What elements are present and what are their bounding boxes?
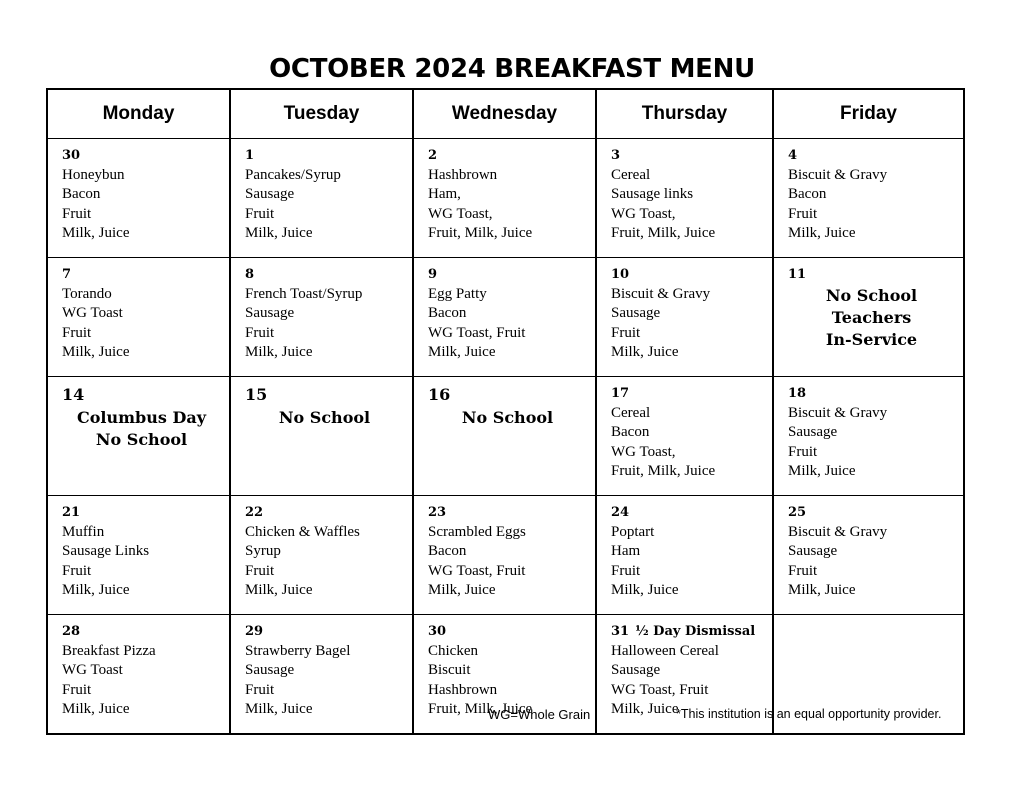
day-number-text: 2 <box>428 148 438 163</box>
menu-item: Biscuit & Gravy <box>788 405 888 421</box>
day-cell <box>47 377 230 496</box>
menu-item: Bacon <box>428 543 467 560</box>
day-cell <box>47 258 230 377</box>
week-row <box>47 139 964 258</box>
week-row <box>47 496 964 615</box>
day-number-text: 29 <box>245 624 264 639</box>
day-number <box>428 385 587 405</box>
menu-item: Fruit <box>611 324 641 341</box>
menu-item: Milk, Juice <box>245 343 313 360</box>
menu-item: Cereal <box>611 405 651 421</box>
day-number <box>788 147 955 164</box>
day-number-text: 15 <box>245 385 268 404</box>
menu-item: Fruit, Milk, Juice <box>428 700 533 717</box>
menu-item: WG Toast, Fruit <box>428 324 526 341</box>
day-number <box>245 623 404 640</box>
menu-item: Fruit <box>245 562 275 579</box>
day-number <box>611 266 764 283</box>
day-cell <box>413 377 596 496</box>
day-number <box>245 266 404 283</box>
day-number <box>428 266 587 283</box>
menu-item: Milk, Juice <box>245 581 313 598</box>
day-number-text: 23 <box>428 505 447 520</box>
menu-item: Milk, Juice <box>611 343 679 360</box>
day-number <box>611 623 764 640</box>
day-number <box>428 147 587 164</box>
menu-item: Strawberry Bagel <box>245 643 351 659</box>
menu-item: Milk, Juice <box>788 581 856 598</box>
menu-item: Milk, Juice <box>788 462 856 479</box>
day-number <box>611 385 764 402</box>
menu-item: Milk, Juice <box>788 224 856 241</box>
menu-item: Milk, Juice <box>62 343 130 360</box>
menu-item: Pancakes/Syrup <box>245 167 341 183</box>
menu-item: Fruit <box>245 324 275 341</box>
menu-item: Fruit <box>62 205 92 222</box>
menu-item: Biscuit & Gravy <box>788 524 888 540</box>
weekday-header: Thursday <box>596 89 773 139</box>
menu-item: Halloween Cereal <box>611 643 719 659</box>
menu-item: Fruit, Milk, Juice <box>611 224 716 241</box>
menu-item: Bacon <box>62 186 101 203</box>
menu-item: Poptart <box>611 524 655 540</box>
menu-item: Honeybun <box>62 167 125 183</box>
menu-item: Biscuit <box>428 662 471 679</box>
day-cell <box>230 377 413 496</box>
day-number <box>788 385 955 402</box>
menu-item: Fruit <box>62 562 92 579</box>
menu-item: WG Toast, <box>428 205 493 222</box>
day-cell <box>413 496 596 615</box>
menu-item: Torando <box>62 286 112 302</box>
menu-item: Sausage <box>245 662 295 679</box>
menu-item: Milk, Juice <box>245 224 313 241</box>
menu-item: Fruit <box>611 562 641 579</box>
day-cell <box>47 139 230 258</box>
menu-item: Fruit <box>62 324 92 341</box>
menu-item: Fruit <box>245 681 275 698</box>
weekday-header: Monday <box>47 89 230 139</box>
no-school-notice: No School <box>461 408 554 427</box>
day-cell <box>773 496 964 615</box>
menu-item: Biscuit & Gravy <box>788 167 888 183</box>
menu-item: Bacon <box>788 186 827 203</box>
day-number-text: 9 <box>428 267 438 282</box>
half-day-notice: ½ Day Dismissal <box>635 624 756 639</box>
day-cell <box>47 496 230 615</box>
menu-item: Cereal <box>611 167 651 183</box>
menu-item: Fruit <box>788 562 818 579</box>
day-cell <box>413 258 596 377</box>
day-number-text: 18 <box>788 386 807 401</box>
day-number-text: 10 <box>611 267 630 282</box>
menu-item: Egg Patty <box>428 286 487 302</box>
day-cell <box>596 139 773 258</box>
menu-item: Scrambled Eggs <box>428 524 526 540</box>
day-number <box>245 504 404 521</box>
page-title: OCTOBER 2024 BREAKFAST MENU <box>269 54 755 84</box>
menu-item: Hashbrown <box>428 681 498 698</box>
day-number-text: 25 <box>788 505 807 520</box>
menu-item: Fruit <box>245 205 275 222</box>
menu-item: Hashbrown <box>428 167 498 183</box>
day-cell <box>413 139 596 258</box>
menu-item: Sausage <box>611 662 661 679</box>
no-school-notice: Columbus Day <box>77 408 206 427</box>
menu-item: Sausage <box>245 186 295 203</box>
day-number-text: 30 <box>62 148 81 163</box>
menu-item: Biscuit & Gravy <box>611 286 711 302</box>
menu-item: WG Toast, <box>611 205 676 222</box>
weekday-header: Friday <box>773 89 964 139</box>
day-number-text: 8 <box>245 267 255 282</box>
day-number <box>62 504 221 521</box>
no-school-notice: No School <box>278 408 371 427</box>
menu-item: Fruit <box>788 205 818 222</box>
day-number-text: 14 <box>62 385 85 404</box>
day-cell <box>230 615 413 735</box>
day-cell <box>230 139 413 258</box>
menu-item: Bacon <box>611 424 650 441</box>
menu-item: Muffin <box>62 524 105 540</box>
day-number <box>611 504 764 521</box>
menu-item: Sausage <box>611 305 661 322</box>
day-number-text: 31 <box>611 624 630 639</box>
menu-item: WG Toast <box>62 305 123 322</box>
day-number <box>788 504 955 521</box>
menu-item: Breakfast Pizza <box>62 643 156 659</box>
day-cell <box>47 615 230 735</box>
week-row <box>47 377 964 496</box>
day-number <box>788 266 955 283</box>
day-number <box>245 385 404 405</box>
day-number-text: 16 <box>428 385 451 404</box>
menu-item: Bacon <box>428 305 467 322</box>
day-cell <box>230 258 413 377</box>
menu-item: Milk, Juice <box>611 581 679 598</box>
menu-item: Fruit, Milk, Juice <box>611 462 716 479</box>
menu-item: Fruit <box>62 681 92 698</box>
day-number-text: 21 <box>62 505 81 520</box>
day-number-text: 4 <box>788 148 798 163</box>
menu-item: Sausage <box>788 543 838 560</box>
day-number-text: 11 <box>788 267 807 282</box>
menu-item: Milk, Juice <box>428 343 496 360</box>
menu-item: Fruit, Milk, Juice <box>428 224 533 241</box>
day-number <box>62 385 221 405</box>
day-number-text: 22 <box>245 505 264 520</box>
weekday-header: Tuesday <box>230 89 413 139</box>
menu-item: Milk, Juice <box>428 581 496 598</box>
day-cell <box>596 377 773 496</box>
day-number-text: 30 <box>428 624 447 639</box>
no-school-notice: No School <box>825 286 918 305</box>
no-school-notice: No School <box>95 430 188 449</box>
day-cell <box>596 258 773 377</box>
menu-item: WG Toast, <box>611 443 676 460</box>
menu-item: Milk, Juice <box>62 700 130 717</box>
menu-item: Sausage Links <box>62 543 150 560</box>
day-number-text: 7 <box>62 267 72 282</box>
day-number-text: 1 <box>245 148 255 163</box>
menu-item: Sausage <box>245 305 295 322</box>
day-cell <box>596 496 773 615</box>
day-number <box>245 147 404 164</box>
menu-item: Milk, Juice <box>611 700 679 717</box>
weekday-header-row <box>47 89 964 139</box>
menu-item: Chicken <box>428 643 478 659</box>
day-number <box>428 623 587 640</box>
no-school-notice: Teachers <box>831 308 912 327</box>
whole-grain-legend: WG=Whole Grain <box>488 707 591 722</box>
menu-item: Ham, <box>428 186 461 203</box>
day-cell <box>773 258 964 377</box>
menu-item: Milk, Juice <box>245 700 313 717</box>
equal-opportunity-notice: *This institution is an equal opportunity provider. <box>676 707 942 721</box>
day-number-text: 3 <box>611 148 621 163</box>
menu-item: Ham <box>611 543 641 560</box>
day-number-text: 28 <box>62 624 81 639</box>
weekday-header: Wednesday <box>413 89 596 139</box>
menu-item: Milk, Juice <box>62 224 130 241</box>
day-number-text: 24 <box>611 505 630 520</box>
menu-item: Syrup <box>245 543 281 560</box>
day-number <box>62 266 221 283</box>
day-cell <box>773 377 964 496</box>
menu-item: Sausage links <box>611 186 694 203</box>
menu-item: Fruit <box>788 443 818 460</box>
menu-item: Sausage <box>788 424 838 441</box>
day-cell <box>230 496 413 615</box>
day-number <box>611 147 764 164</box>
day-number-text: 17 <box>611 386 630 401</box>
day-number <box>62 623 221 640</box>
day-number <box>428 504 587 521</box>
no-school-notice: In-Service <box>825 330 918 349</box>
menu-calendar <box>46 88 965 735</box>
menu-item: WG Toast <box>62 662 123 679</box>
day-number <box>62 147 221 164</box>
day-cell <box>773 139 964 258</box>
menu-item: Chicken & Waffles <box>245 524 360 540</box>
menu-item: WG Toast, Fruit <box>611 681 709 698</box>
menu-item: Milk, Juice <box>62 581 130 598</box>
menu-item: French Toast/Syrup <box>245 286 363 302</box>
menu-item: WG Toast, Fruit <box>428 562 526 579</box>
week-row <box>47 258 964 377</box>
